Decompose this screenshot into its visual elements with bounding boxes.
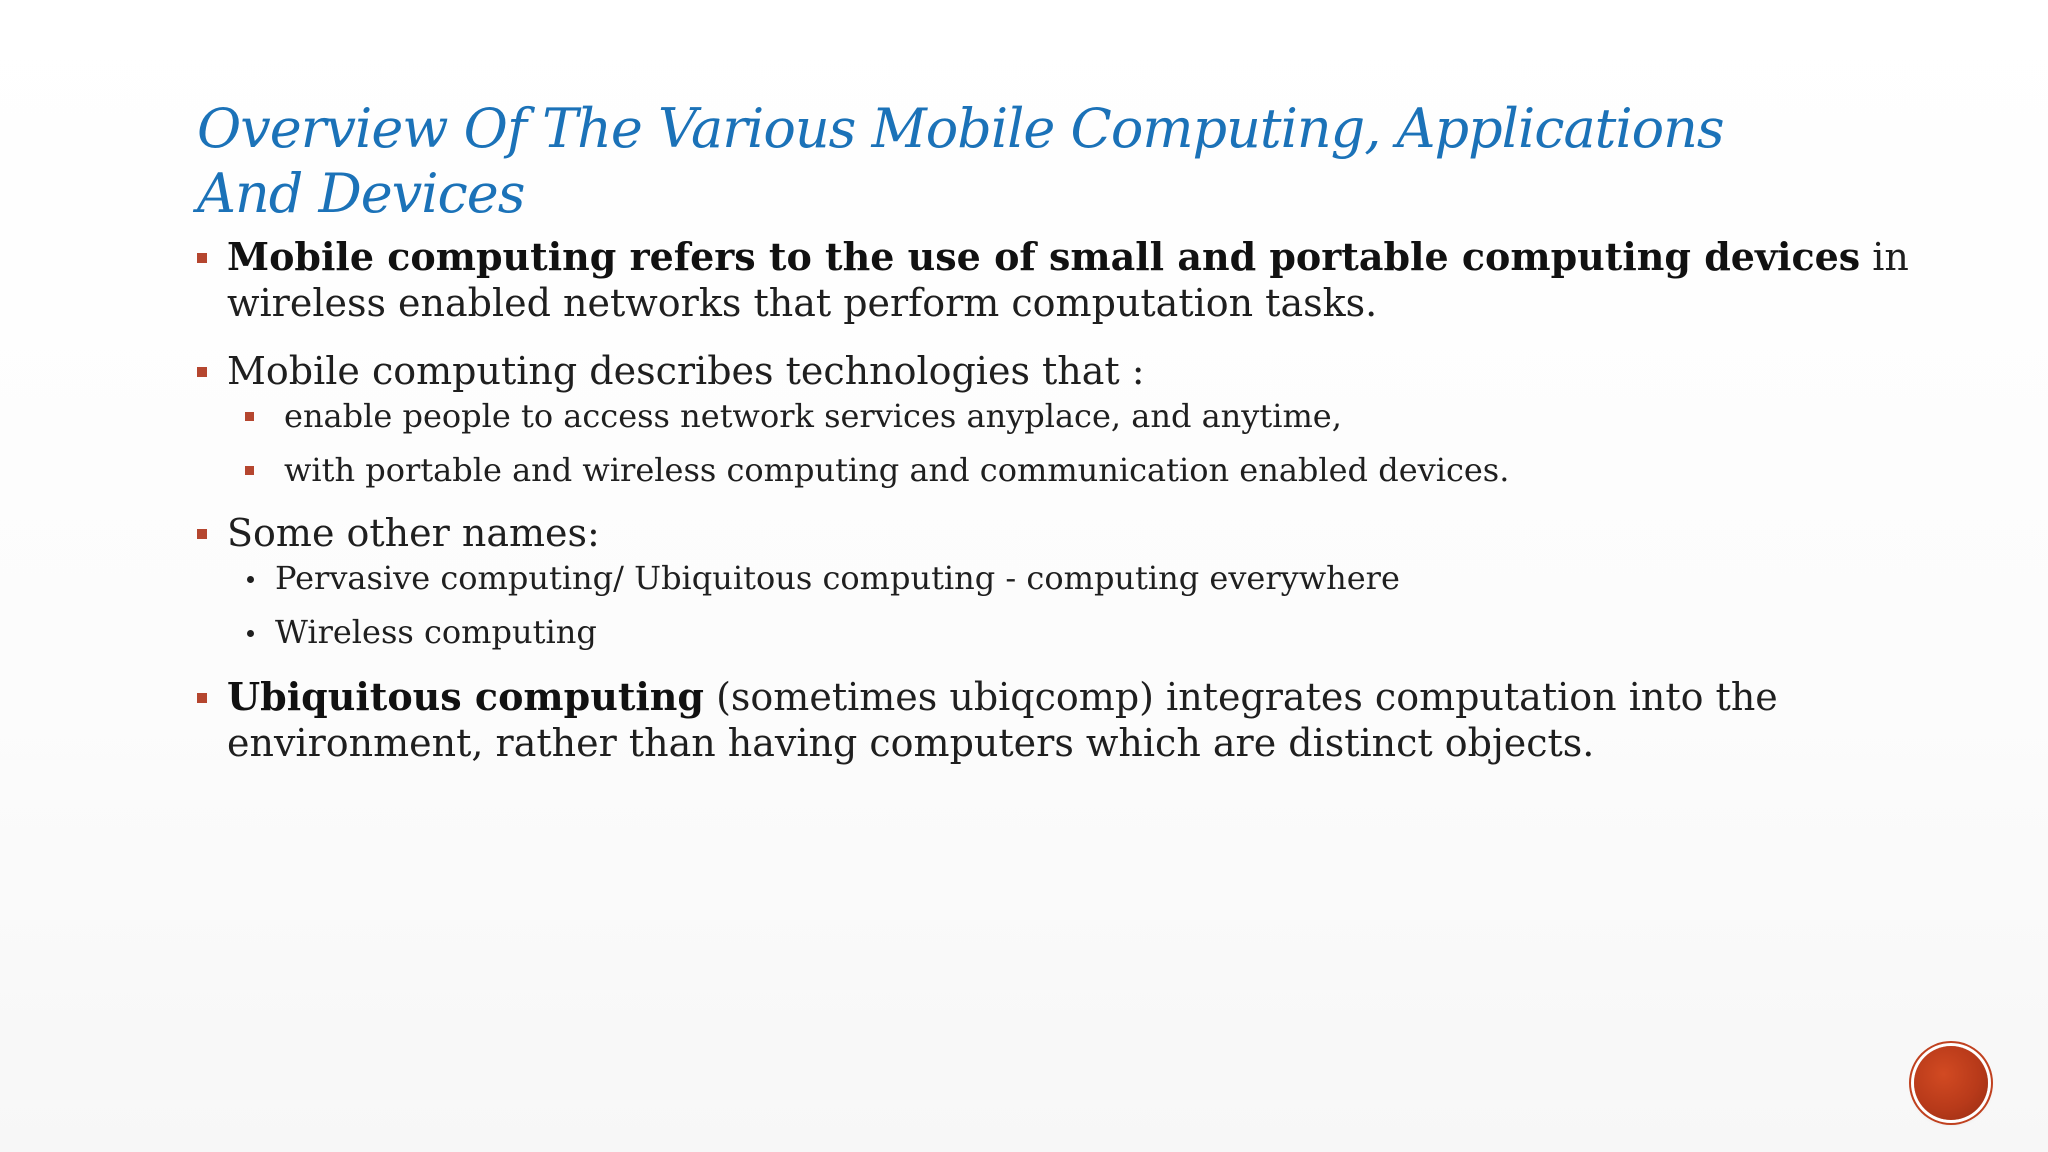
sub-bullet [197, 558, 1797, 598]
bold-text: Ubiquitous computing [227, 674, 705, 719]
slide-title-line2: And Devices [197, 162, 525, 225]
bullet-line: wireless enabled networks that perform computation tasks. [227, 281, 1378, 325]
bullet-mobile-computing-definition [197, 234, 1909, 326]
sub-bullet-text: enable people to access network services anyplace, and anytime, [284, 397, 1342, 435]
slide-title [197, 96, 1897, 226]
sub-bullet-text: Wireless computing [275, 613, 597, 651]
bullet-text: Some other names: [227, 511, 600, 555]
slide-nav-button[interactable] [1914, 1046, 1988, 1120]
dot-bullet-icon [247, 630, 254, 637]
sub-bullet [197, 396, 1797, 436]
slide-title-line1: Overview Of The Various Mobile Computing, Applications [197, 97, 1724, 160]
square-bullet-icon [245, 412, 254, 421]
sub-bullet [197, 612, 1797, 652]
bullet-line [227, 234, 1909, 280]
square-bullet-icon [197, 693, 207, 703]
sub-bullet [197, 450, 1797, 490]
slide-body [197, 234, 1909, 766]
square-bullet-icon [197, 529, 207, 539]
bullet-ubiquitous-computing [197, 674, 1797, 766]
bullet-text: Mobile computing describes technologies that : [227, 349, 1145, 393]
dot-bullet-icon [247, 576, 254, 583]
square-bullet-icon [197, 253, 207, 263]
bold-text: Mobile computing refers to the use of small and portable computing devices [227, 234, 1861, 279]
bullet-line: environment, rather than having computers which are distinct objects. [227, 721, 1595, 765]
bullet-mobile-computing-technologies [197, 348, 1797, 394]
bullet-text: in [1860, 235, 1909, 279]
square-bullet-icon [245, 466, 254, 475]
bullet-text: (sometimes ubiqcomp) integrates computation into the [704, 675, 1778, 719]
sub-bullet-text: Pervasive computing/ Ubiquitous computing - computing everywhere [275, 559, 1400, 597]
square-bullet-icon [197, 367, 207, 377]
bullet-other-names [197, 510, 1797, 556]
bullet-line [227, 674, 1797, 720]
sub-bullet-text: with portable and wireless computing and communication enabled devices. [284, 451, 1510, 489]
